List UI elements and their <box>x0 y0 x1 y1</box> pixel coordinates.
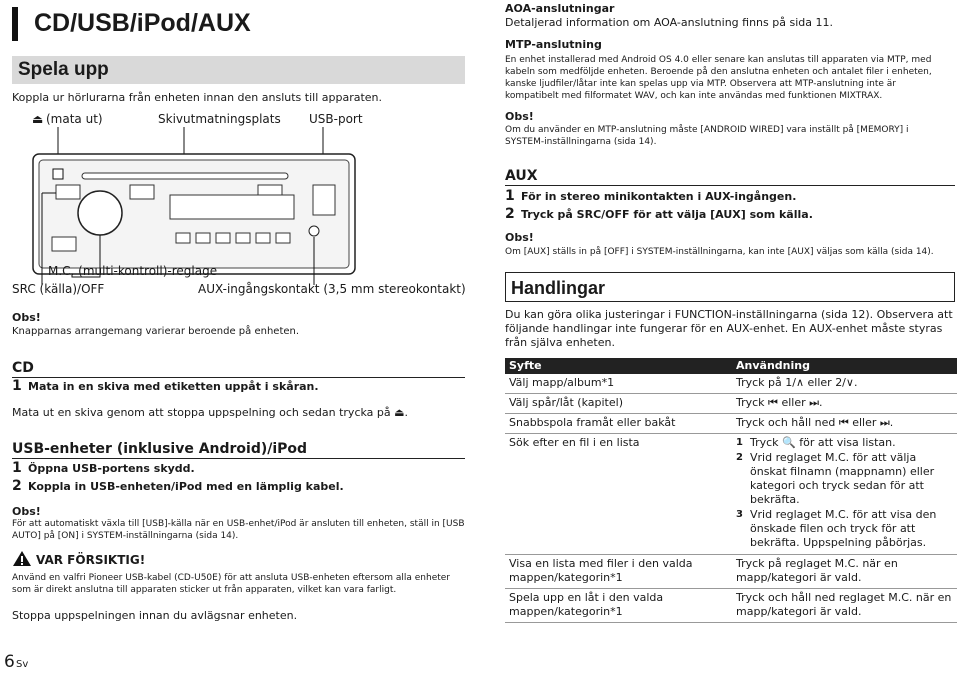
table-cell-purpose: Sök efter en fil i en lista <box>505 434 732 555</box>
label-aux-jack: AUX-ingångskontakt (3,5 mm stereokontakt) <box>198 282 466 296</box>
label-disc-slot: Skivutmatningsplats <box>158 112 281 126</box>
table-row <box>505 414 957 434</box>
table-row <box>505 589 957 623</box>
search-step: 1 Tryck 🔍 för att visa listan. <box>736 436 896 449</box>
usb-rule <box>12 458 465 459</box>
label-eject: (mata ut) <box>46 112 103 126</box>
table-cell-purpose: Visa en lista med filer i den valda mappen/kategorin*1 <box>505 555 732 589</box>
spela-upp-intro: Koppla ur hörlurarna från enheten innan den ansluts till apparaten. <box>12 91 383 104</box>
table-cell-usage <box>732 434 957 555</box>
cd-eject-text: Mata ut en skiva genom att stoppa uppspelning och sedan trycka på <box>12 406 391 419</box>
cd-step-1 <box>12 379 319 394</box>
usb-step-2 <box>12 479 344 494</box>
table-cell-usage: Tryck på reglaget M.C. när en mapp/kategori är vald. <box>732 555 957 589</box>
cd-step-1-text: Mata in en skiva med etiketten uppåt i skåran. <box>28 380 319 393</box>
aux-obs-title: Obs! <box>505 231 534 244</box>
handlingar-heading: Handlingar <box>511 278 606 298</box>
usb-obs-text: För att automatiskt växla till [USB]-källa när en USB-enhet/iPod är ansluten till enheten, ställ in [USB AUTO] på [ON] i SYSTEM-inställningarna (sida 14). <box>12 519 465 541</box>
table-row <box>505 394 957 414</box>
table-cell-usage: Tryck och håll ned ⏮ eller ⏭. <box>732 414 957 434</box>
mtp-obs-text: Om du använder en MTP-anslutning måste [ANDROID WIRED] vara inställt på [MEMORY] i SYSTEM-inställningarna (sida 14). <box>505 125 909 147</box>
cd-eject-instruction: Mata ut en skiva genom att stoppa uppspelning och sedan trycka på ⏏. <box>12 406 409 419</box>
usb-heading: USB-enheter (inklusive Android)/iPod <box>12 441 308 457</box>
search-step: 3 Vrid reglaget M.C. för att visa den önskade filen och tryck för att bekräfta. Uppspelning påbörjas. <box>736 508 937 549</box>
usb-stop-text: Stoppa uppspelningen innan du avlägsnar enheten. <box>12 609 298 622</box>
usb-step-1-num: 1 <box>12 460 22 476</box>
cd-step-1-num: 1 <box>12 378 22 394</box>
spela-upp-obs-title: Obs! <box>12 311 41 324</box>
aoa-text: Detaljerad information om AOA-anslutning finns på sida 11. <box>505 16 833 29</box>
table-cell-usage: Tryck och håll ned reglaget M.C. när en mapp/kategori är vald. <box>732 589 957 623</box>
usb-step-1-text: Öppna USB-portens skydd. <box>28 462 195 475</box>
spela-upp-obs-text: Knapparnas arrangemang varierar beroende på enheten. <box>12 326 300 337</box>
eject-symbol-icon: ⏏ <box>394 406 405 419</box>
table-header-row <box>505 358 957 374</box>
title-bar-marker <box>12 7 18 41</box>
aux-obs-text: Om [AUX] ställs in på [OFF] i SYSTEM-inställningarna, kan inte [AUX] väljas som källa (sida 14). <box>505 247 934 257</box>
aux-step-2-text: Tryck på SRC/OFF för att välja [AUX] som källa. <box>521 208 813 221</box>
table-cell-purpose: Snabbspola framåt eller bakåt <box>505 414 732 434</box>
cd-heading: CD <box>12 360 34 376</box>
usb-step-1 <box>12 461 195 476</box>
table-row <box>505 434 957 555</box>
usb-step-2-text: Koppla in USB-enheten/iPod med en lämplig kabel. <box>28 480 344 493</box>
table-cell-usage: Tryck på 1/∧ eller 2/∨. <box>732 374 957 394</box>
mtp-heading: MTP-anslutning <box>505 38 602 51</box>
page-title: CD/USB/iPod/AUX <box>34 9 251 37</box>
aux-heading: AUX <box>505 168 538 184</box>
aux-step-1 <box>505 189 796 204</box>
eject-icon: ⏏ <box>32 112 44 126</box>
page-lang: Sv <box>16 659 29 670</box>
table-cell-purpose: Välj spår/låt (kapitel) <box>505 394 732 414</box>
spela-upp-heading: Spela upp <box>18 59 109 80</box>
cd-rule <box>12 377 465 378</box>
operations-table <box>505 358 957 623</box>
handlingar-text: Du kan göra olika justeringar i FUNCTION-inställningarna (sida 12). Observera att följande handlingar inte fungerar för en AUX-enhet. En AUX-enhet måste styras från själva enheten. <box>505 308 953 349</box>
table-col-usage: Användning <box>732 358 957 374</box>
table-cell-purpose: Spela upp en låt i den valda mappen/kategorin*1 <box>505 589 732 623</box>
page-number: 6 <box>4 652 15 672</box>
aoa-heading: AOA-anslutningar <box>505 2 615 15</box>
table-row <box>505 374 957 394</box>
table-col-purpose: Syfte <box>505 358 732 374</box>
warning-title: VAR FÖRSIKTIG! <box>36 553 146 567</box>
warning-text: Använd en valfri Pioneer USB-kabel (CD-U50E) för att ansluta USB-enheten eftersom alla enheter som är direkt anslutna till apparaten sticker ut från apparaten, vilket kan vara farligt. <box>12 573 451 595</box>
label-src-off: SRC (källa)/OFF <box>12 282 105 296</box>
mtp-obs-title: Obs! <box>505 110 534 123</box>
aux-step-2 <box>505 207 813 222</box>
table-row <box>505 555 957 589</box>
warning-icon <box>12 550 32 567</box>
usb-step-2-num: 2 <box>12 478 22 494</box>
label-usb-port: USB-port <box>309 112 363 126</box>
table-cell-purpose: Välj mapp/album*1 <box>505 374 732 394</box>
search-step: 2 Vrid reglaget M.C. för att välja önskat filnamn (mappnamn) eller kategori och tryck sedan för att bekräfta. <box>736 451 935 506</box>
aux-step-2-num: 2 <box>505 206 515 222</box>
table-cell-usage: Tryck ⏮ eller ⏭. <box>732 394 957 414</box>
aux-step-1-text: För in stereo minikontakten i AUX-ingången. <box>521 190 797 203</box>
label-mc-control: M.C. (multi-kontroll)-reglage <box>48 264 218 278</box>
mtp-text: En enhet installerad med Android OS 4.0 eller senare kan anslutas till apparaten via MTP, med kabeln som medföljde enheten. Beroende på den anslutna enheten och antalet filer i enheten, kanske ljudfiler/låtar inte kan spelas upp via MTP. Observera att MTP-anslutning inte är kompatibelt med filformatet WAV, och kan inte användas med funktionen MIXTRAX. <box>505 55 932 101</box>
aux-rule <box>505 185 955 186</box>
aux-step-1-num: 1 <box>505 188 515 204</box>
usb-obs-title: Obs! <box>12 505 41 518</box>
